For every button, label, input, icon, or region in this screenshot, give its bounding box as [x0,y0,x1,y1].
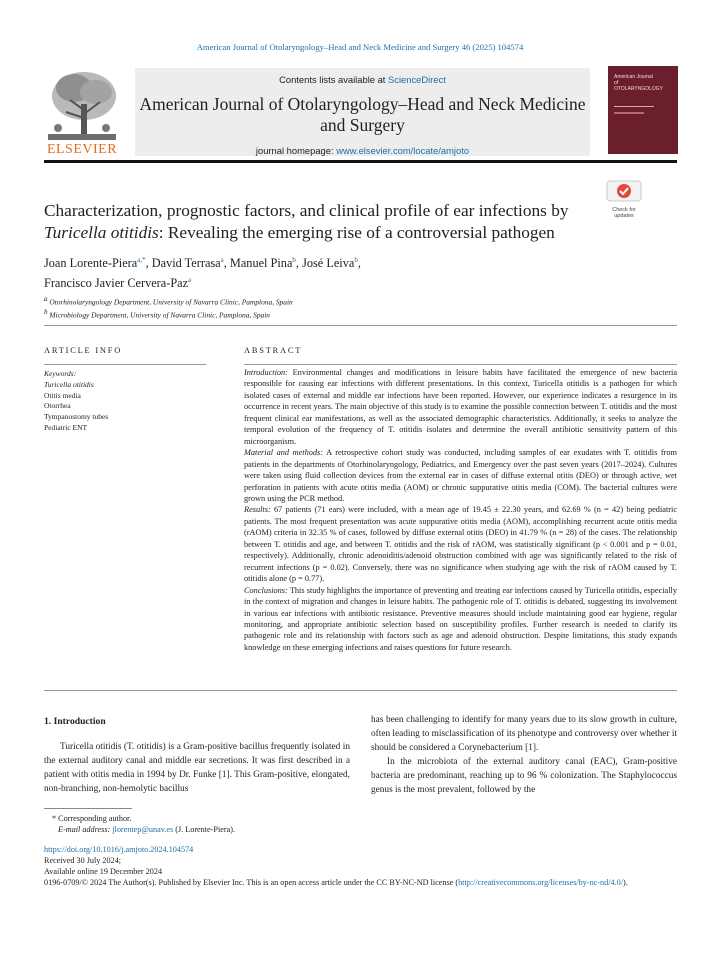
author-name: David Terrasa [151,256,221,271]
keyword: Tympanostomy tubes [44,412,109,422]
affiliation-mark: b [44,308,48,317]
license-link[interactable]: http://creativecommons.org/licenses/by-nc-nd/4.0/ [458,878,624,888]
cover-line [614,112,644,114]
section-heading: 1. Introduction [44,716,106,727]
received-date: Received 30 July 2024; [44,855,122,865]
divider [244,364,677,365]
email-label: E-mail address: [58,825,113,835]
author-name: Manuel Pina [229,256,293,271]
author-list: Joan Lorente-Piera$^{a,*}$, David Terrasa$^a$, Manuel Pina$^b$, José Leiva$^b$, Francisco Javier Cervera-Paz$^a$ [44,256,361,291]
keywords-block [44,369,209,434]
affiliation-text: Microbiology Department, University of Navarra Clinic, Pamplona, Spain [49,310,270,320]
corresponding-author-note: * Corresponding author. [52,814,132,823]
available-date: Available online 19 December 2024 [44,867,163,877]
abstract-intro [244,367,677,447]
author-affil-mark[interactable]: b [292,256,296,264]
footnote-rule [44,808,132,809]
keyword: Turicella otitidis [44,379,94,389]
email-suffix: (J. Lorente-Piera). [173,825,236,835]
abstract-label: Introduction: [244,368,288,377]
contents-prefix: Contents lists available at [279,74,389,85]
affiliation [44,294,644,307]
abstract-text: This study highlights the importance of preventing and treating ear infections caused by Turicella otitidis, especially in the context of migration and changes in leisure habits. The pathogenic role of T. otitidis is debated, suggesting its involvement in various ear infections with antibiotic resistance. Preventive measures should include maintaining good ear hygiene, regular monitoring, and appropriate antibiotic selection based on susceptibility profiles. Further research is needed to clarify its pathogenic role and its relationship with factors such as age and adenoid obstruction. Despite limitations, this study expands knowledge on these emerging infections and raises questions for future research. [244,585,677,652]
keywords-label: Keywords: [44,369,77,378]
cover-divider [614,106,654,107]
check-for-updates-badge[interactable] [606,180,642,219]
journal-cover-image[interactable] [608,66,678,154]
keyword: Otorrhea [44,401,71,411]
elsevier-tree-icon [44,66,120,144]
abstract-text: A retrospective cohort study was conducted, including samples of ear exudates with T. otitidis from patients in the departments of Otorhinolaryngology, Pediatrics, and Emergency over the past seven years (2017–2024). Cultures were taken using fluid collection devices from the external ear in cases of diffuse external otitis (DEO) or through active, wet perforation in patients with acute otitis media (AOM) or chronic suppurative otitis media (COM). The bacterial cultures were grown using the PCR method. [244,448,678,503]
masthead-rule [44,160,677,163]
article-info-heading: ARTICLE INFO [44,346,123,355]
title-part1: Characterization, prognostic factors, and clinical profile of ear infections by [44,201,569,220]
abstract-conclusions [244,585,677,654]
title-part2: : Revealing the emerging rise of a controversial pathogen [158,222,555,242]
sciencedirect-link[interactable]: ScienceDirect [388,74,446,85]
abstract-text: 67 patients (71 ears) were included, with a mean age of 19.45 ± 22.30 years, and 62.69 % (n = 42) being pediatric patients. The most frequent presentation was acute suppurative otitis media (AOM), accomplishing recurrent acute otitis media (rAOM) criteria in 32.35 % of cases, followed by diffuse external otitis (DEO) in 41.79 % (n = 28) of the cases. The relationship between T. otitidis and age, and between T. otitidis and the risk of rAOM, was statistically significant (p < 0.001 and p = 0.01, respectively). Additionally, chronic adenoiditis/adenoid obstruction combined with age was significantly related to the risk of recurrent infections (p = 0.02). Conversely, there was no significance when studying age with the risk of rAOM caused by T. otitidis alone (p = 0.77). [244,505,677,584]
email-link[interactable]: jlorentep@unav.es [112,825,174,835]
elsevier-logo [44,66,120,158]
article-title [44,200,599,243]
homepage-link[interactable]: www.elsevier.com/locate/amjoto [336,145,470,156]
doi-link[interactable]: https://doi.org/10.1016/j.amjoto.2024.104574 [44,844,194,854]
affiliations [44,294,644,321]
check-updates-label: Check for updates [612,207,636,219]
divider [44,364,206,365]
check-updates-icon [606,180,642,202]
abstract-results [244,504,677,584]
affiliation-mark: a [44,295,48,303]
license-prefix: 0196-0709/© 2024 The Author(s). Published by Elsevier Inc. This is an open access article under the CC BY-NC-ND license ( [44,878,459,888]
contents-lists-line [135,74,590,85]
abstract-text: Environmental changes and modifications in leisure habits have facilitated the emergence of new bacteria responsible for causing ear infections with different presentations. In this context, Turicella otitidis is a pathogen for which isolated cases of external and middle ear infections have been reported. However, our experience indicates a resurgence in its occurrence in recent years. The main objective of this study is to examine the possible connection between T. otitidis and the most frequent clinical ear manifestations, as well as the associated demographic characteristics. Additionally, it seeks to analyze the temporal evolution of the frequency of T. otitidis isolates and determine the overall antibiotic sensitivity pattern of this microorganism. [244,368,677,446]
cover-text: American Journal of OTOLARYNGOLOGY [614,74,663,92]
title-italic: Turicella otitidis [44,222,159,242]
running-header[interactable]: American Journal of Otolaryngology–Head and Neck Medicine and Surgery 46 (2025) 104574 [196,42,524,52]
journal-title: American Journal of Otolaryngology–Head and Neck Medicine and Surgery [139,94,586,135]
divider [44,690,677,691]
author-affil-mark[interactable]: b [354,256,358,264]
divider [44,325,677,326]
abstract-body [244,367,677,653]
abstract-label: Material and methods: [244,448,324,458]
abstract-heading: ABSTRACT [244,346,303,355]
author-affil-mark[interactable]: a [188,276,192,285]
intro-paragraph: In the microbiota of the external auditory canal (EAC), Gram-positive bacteria are predominant, reaching up to 96 % colonization. The Staphylococcus genus is the most prevalent, followed by the [371,757,677,796]
author-name: José Leiva [302,256,355,271]
keyword: Pediatric ENT [44,422,88,432]
keyword: Otitis media [44,390,81,400]
abstract-label: Results: [244,505,271,515]
homepage-prefix: journal homepage: [255,145,337,156]
intro-right-column [371,713,677,798]
author-affil-mark[interactable]: a [220,256,224,264]
journal-homepage-line [135,145,590,156]
intro-left-paragraph: Turicella otitidis (T. otitidis) is a Gram-positive bacillus frequently isolated in the external auditory canal and middle ear secretions. It was first described in a patient with otitis media in 1994 by Dr. Funke [1]. This Gram-positive, elongated, non-branching, non-hemolytic bacillus [44,742,350,795]
affiliation [44,307,644,320]
author-name: Francisco Javier Cervera-Paz [44,276,189,291]
affiliation-text: Otorhinolaryngology Department, University of Navarra Clinic, Pamplona, Spain [49,297,293,307]
author-name: Joan Lorente-Piera [44,256,138,271]
license-line [44,877,677,888]
abstract-methods [244,447,677,504]
publisher-logo-text: ELSEVIER [46,142,118,157]
footnotes [44,813,677,889]
abstract-label: Conclusions: [244,585,288,595]
license-suffix: ). [623,878,628,888]
author-affil-mark[interactable]: a,* [137,256,146,264]
email-line [44,824,677,835]
intro-paragraph: has been challenging to identify for many years due to its slow growth in culture, often leading to misclassification of its phenotype and controversy over whether it should be considered a Corynebacterium [1]. [371,715,677,754]
